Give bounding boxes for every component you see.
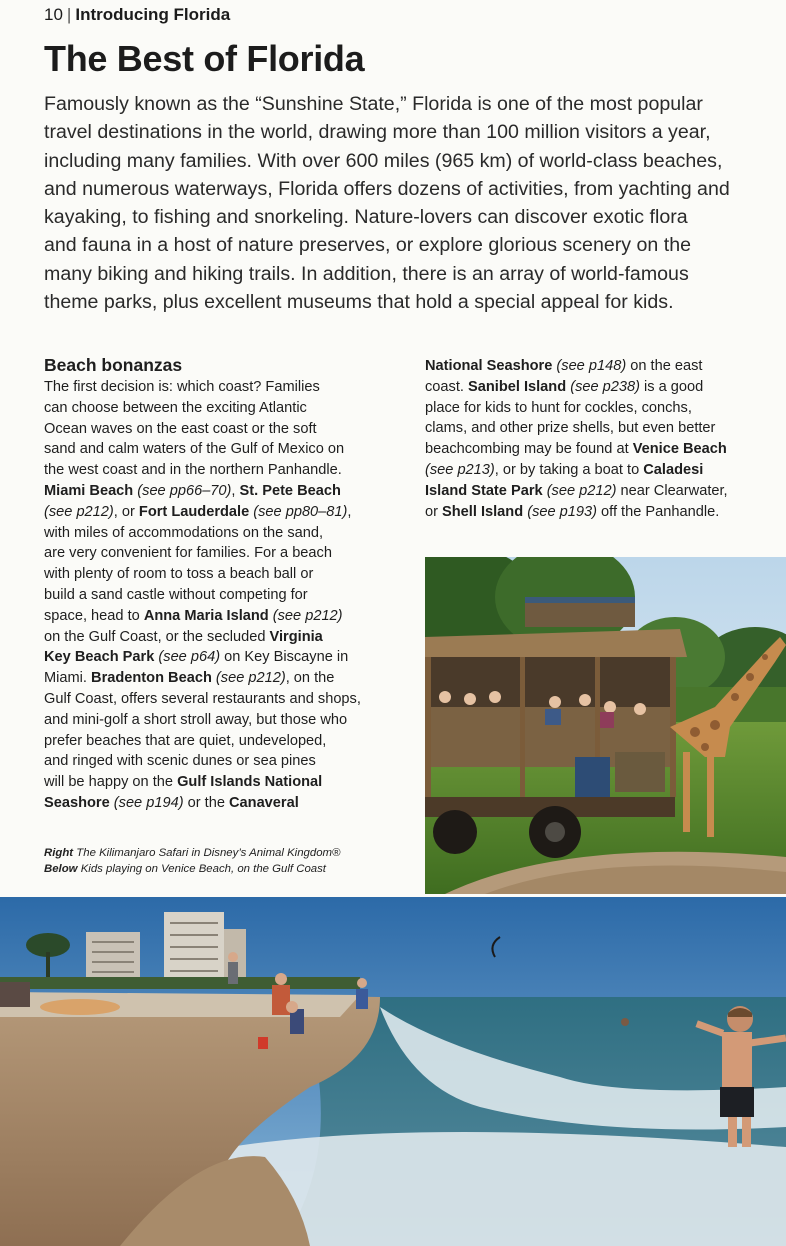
text-line: [44, 627, 394, 648]
text-run: , on the: [285, 670, 335, 687]
text-line: [44, 647, 394, 668]
text-run: place for kids to hunt for cockles, conchs,: [425, 399, 692, 416]
text-line: [44, 398, 394, 419]
text-line: [44, 439, 394, 460]
text-line: [44, 543, 394, 564]
text-run: with plenty of room to toss a beach ball or: [44, 566, 314, 583]
text-line: [44, 523, 394, 544]
text-run: on the Gulf Coast, or the secluded: [44, 628, 270, 645]
text-run: with miles of accommodations on the sand,: [44, 524, 324, 541]
text-line: [44, 502, 394, 523]
place-name: St. Pete Beach: [239, 482, 341, 499]
text-line: [44, 751, 394, 772]
caption-text: The Kilimanjaro Safari in Disney’s Animal Kingdom®: [73, 847, 341, 859]
text-line: [44, 460, 394, 481]
text-line: [425, 460, 775, 481]
text-run: or: [425, 503, 443, 520]
header-separator: |: [66, 5, 72, 24]
text-line: [44, 689, 394, 710]
place-name: Caladesi: [643, 461, 704, 478]
beach-photo: [0, 897, 786, 1246]
text-run: ,: [347, 503, 352, 520]
caption-label: Right: [44, 847, 74, 859]
text-run: The first decision is: which coast? Families: [44, 379, 320, 395]
text-line: [44, 731, 394, 752]
page-reference: (see pp80–81): [253, 503, 348, 520]
text-line: [425, 356, 775, 377]
left-column: [44, 354, 394, 814]
right-column-body: [425, 356, 775, 522]
text-line: [44, 564, 394, 585]
text-run: beachcombing may be found at: [425, 441, 633, 458]
text-line: [44, 668, 394, 689]
page-reference: (see pp66–70): [137, 482, 232, 499]
text-run: or the: [183, 794, 229, 811]
text-run: Ocean waves on the east coast or the soft: [44, 420, 317, 437]
page-title: The Best of Florida: [44, 38, 365, 79]
place-name: Miami Beach: [44, 482, 134, 499]
page-number: 10: [44, 5, 63, 24]
text-run: the west coast and in the northern Panhandle.: [44, 462, 342, 479]
place-name: Island State Park: [425, 482, 543, 499]
beach-bonanzas-heading: Beach bonanzas: [44, 355, 183, 375]
place-name: Shell Island: [442, 503, 524, 520]
text-run: prefer beaches that are quiet, undeveloped,: [44, 732, 327, 749]
text-run: Gulf Coast, offers several restaurants and shops,: [44, 690, 361, 707]
caption: [44, 862, 340, 878]
text-run: can choose between the exciting Atlantic: [44, 399, 307, 416]
place-name: Sanibel Island: [468, 378, 567, 395]
text-line: [44, 793, 394, 814]
text-run: and ringed with scenic dunes or sea pines: [44, 753, 316, 770]
text-run: and mini-golf a short stroll away, but those who: [44, 711, 348, 728]
text-run: space, head to: [44, 607, 144, 624]
photo-captions: [44, 846, 340, 877]
safari-photo: [425, 557, 786, 894]
text-run: near Clearwater,: [616, 482, 728, 499]
page-reference: (see p238): [570, 378, 640, 395]
left-column-body: [44, 377, 394, 814]
intro-line: and fauna in a host of nature preserves, or explore glorious scenery on the: [44, 234, 691, 257]
caption-label: Below: [44, 862, 78, 875]
text-line: [44, 419, 394, 440]
intro-line: travel destinations in the world, drawing more than 100 million visitors a year,: [44, 121, 711, 144]
intro-line: including many families. With over 600 miles (965 km) of world-class beaches,: [44, 149, 723, 172]
place-name: Seashore: [44, 794, 110, 811]
page-reference: (see p213): [425, 461, 495, 478]
place-name: Key Beach Park: [44, 649, 155, 666]
text-run: , or: [113, 503, 139, 520]
text-line: [425, 439, 775, 460]
text-run: ,: [231, 482, 240, 499]
intro-paragraph: [44, 90, 774, 316]
text-run: clams, and other prize shells, but even better: [425, 420, 716, 437]
place-name: Virginia: [269, 628, 323, 645]
place-name: Venice Beach: [632, 441, 727, 458]
text-line: [44, 710, 394, 731]
intro-line: theme parks, plus excellent museums that hold a special appeal for kids.: [44, 291, 674, 314]
text-run: on Key Biscayne in: [220, 649, 349, 666]
text-line: [44, 481, 394, 502]
text-line: [44, 377, 394, 398]
text-run: will be happy on the: [44, 774, 178, 791]
text-line: [425, 398, 775, 419]
text-run: coast.: [425, 378, 468, 395]
text-run: off the Panhandle.: [596, 503, 720, 520]
caption: [44, 846, 340, 862]
place-name: Fort Lauderdale: [138, 503, 250, 520]
text-run: are very convenient for families. For a beach: [44, 545, 332, 562]
text-line: [44, 606, 394, 627]
place-name: Anna Maria Island: [143, 607, 269, 624]
page-reference: (see p64): [158, 649, 221, 666]
intro-line: and numerous waterways, Florida offers dozens of activities, from yachting and: [44, 177, 730, 200]
page-reference: (see p148): [556, 358, 627, 374]
running-head: [44, 4, 230, 26]
text-run: build a sand castle without competing for: [44, 586, 308, 603]
place-name: Canaveral: [229, 794, 299, 811]
text-run: is a good: [639, 378, 704, 395]
page-reference: (see p193): [527, 503, 597, 520]
page-reference: (see p212): [546, 482, 617, 499]
text-run: on the east: [626, 358, 703, 374]
caption-text: Kids playing on Venice Beach, on the Gulf Coast: [77, 862, 326, 875]
text-run: , or by taking a boat to: [494, 461, 644, 478]
right-column: [425, 356, 775, 522]
place-name: Bradenton Beach: [91, 670, 212, 687]
intro-line: many biking and hiking trails. In addition, there is an array of world-famous: [44, 262, 689, 285]
section-title: Introducing Florida: [75, 5, 231, 24]
page-reference: (see p212): [44, 503, 114, 520]
page-reference: (see p194): [113, 794, 184, 811]
text-run: Miami.: [44, 670, 92, 687]
intro-line: Famously known as the “Sunshine State,” Florida is one of the most popular: [44, 93, 703, 115]
page-reference: (see p212): [215, 670, 286, 687]
intro-line: kayaking, to fishing and snorkeling. Nature-lovers can discover exotic flora: [44, 206, 688, 229]
text-line: [44, 585, 394, 606]
text-line: [425, 481, 775, 502]
place-name: National Seashore: [425, 358, 553, 374]
page-reference: (see p212): [272, 607, 343, 624]
text-line: [425, 418, 775, 439]
text-line: [44, 772, 394, 793]
text-run: sand and calm waters of the Gulf of Mexico on: [44, 441, 345, 458]
text-line: [425, 377, 775, 398]
place-name: Gulf Islands National: [177, 774, 323, 791]
text-line: [425, 502, 775, 523]
